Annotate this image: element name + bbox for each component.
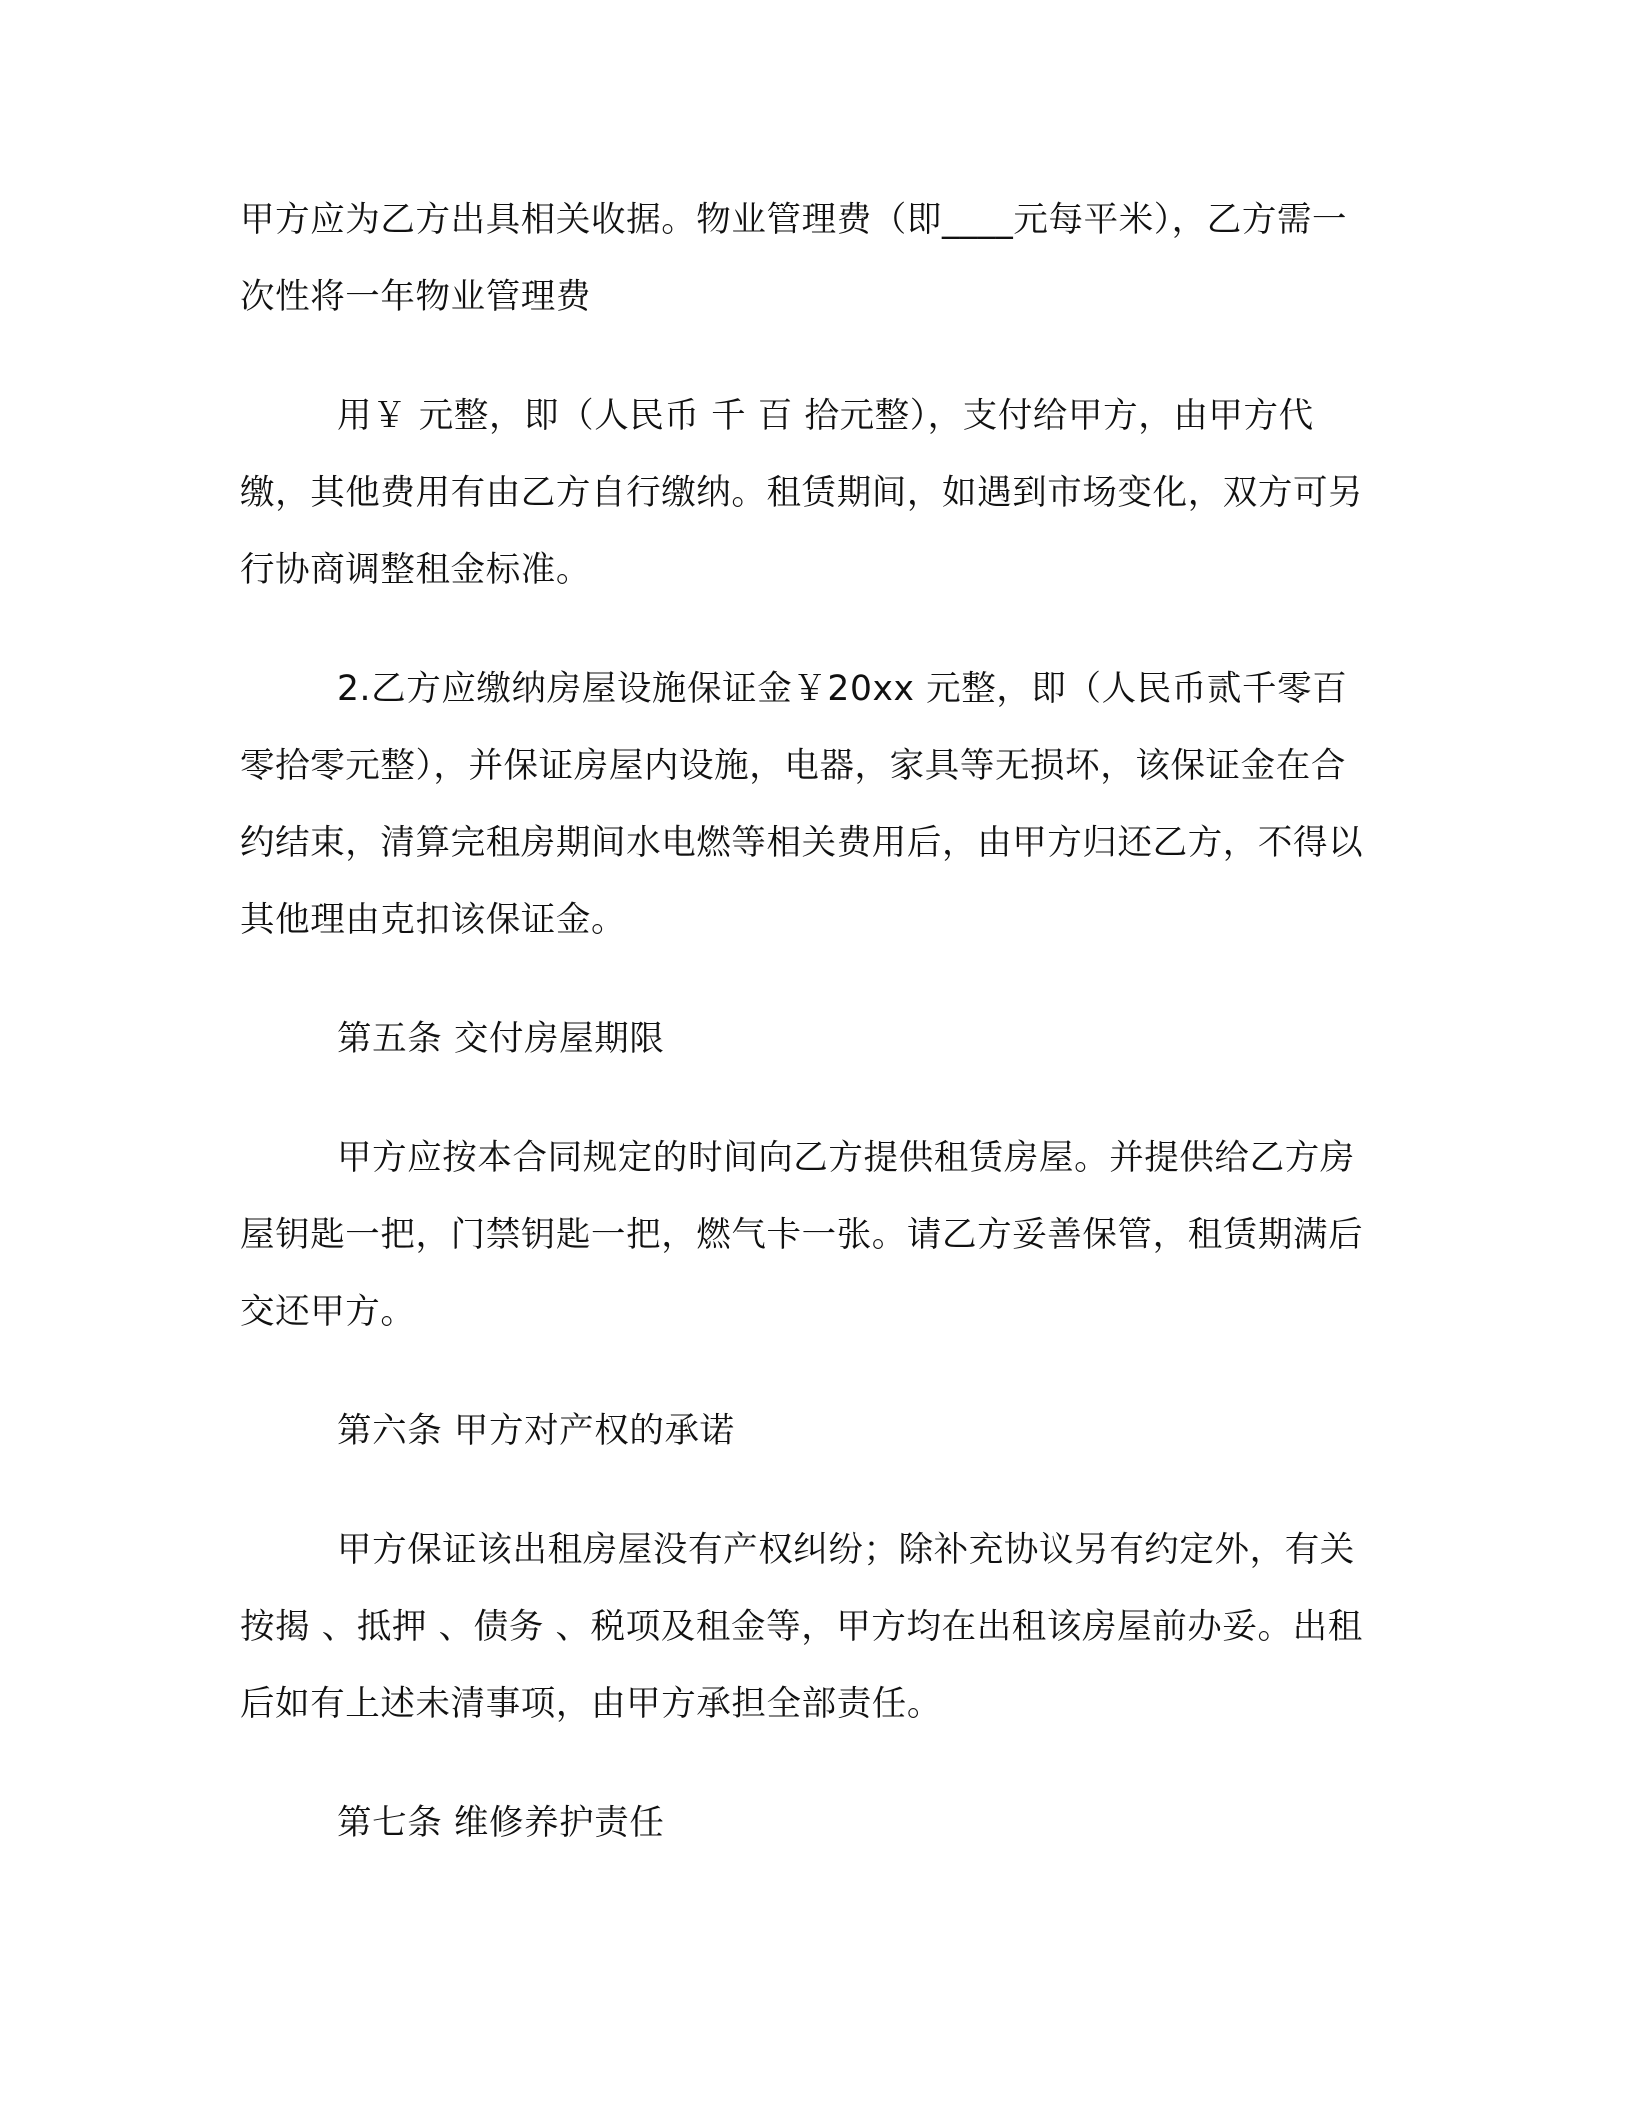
article-5-heading: 第五条 交付房屋期限 [337,1019,665,1059]
paragraph-ownership: 甲方保证该出租房屋没有产权纠纷；除补充协议另有约定外，有关按揭 、抵押 、债务 、税项及租金等，甲方均在出租该房屋前办妥。出租后如有上述未清事项，由甲方承担全部责任。 [240,1530,1363,1724]
paragraph-payment: 用￥ 元整，即（人民币 千 百 拾元整），支付给甲方，由甲方代缴，其他费用有由乙方自行缴纳。租赁期间，如遇到市场变化，双方可另行协商调整租金标准。 [240,396,1364,590]
article-6-heading: 第六条 甲方对产权的承诺 [337,1411,735,1451]
article-7-heading: 第七条 维修养护责任 [337,1803,665,1843]
paragraph-deposit: 2.乙方应缴纳房屋设施保证金￥20xx 元整，即（人民币贰千零百零拾零元整），并保证房屋内设施，电器，家具等无损坏，该保证金在合约结束，清算完租房期间水电燃等相关费用后，由甲方归还乙方，不得以其他理由克扣该保证金。 [240,669,1364,940]
paragraph-property-fee: 甲方应为乙方出具相关收据。物业管理费（即____元每平米），乙方需一次性将一年物业管理费 [240,200,1348,317]
paragraph-delivery: 甲方应按本合同规定的时间向乙方提供租赁房屋。并提供给乙方房屋钥匙一把，门禁钥匙一把，燃气卡一张。请乙方妥善保管，租赁期满后交还甲方。 [240,1138,1364,1332]
